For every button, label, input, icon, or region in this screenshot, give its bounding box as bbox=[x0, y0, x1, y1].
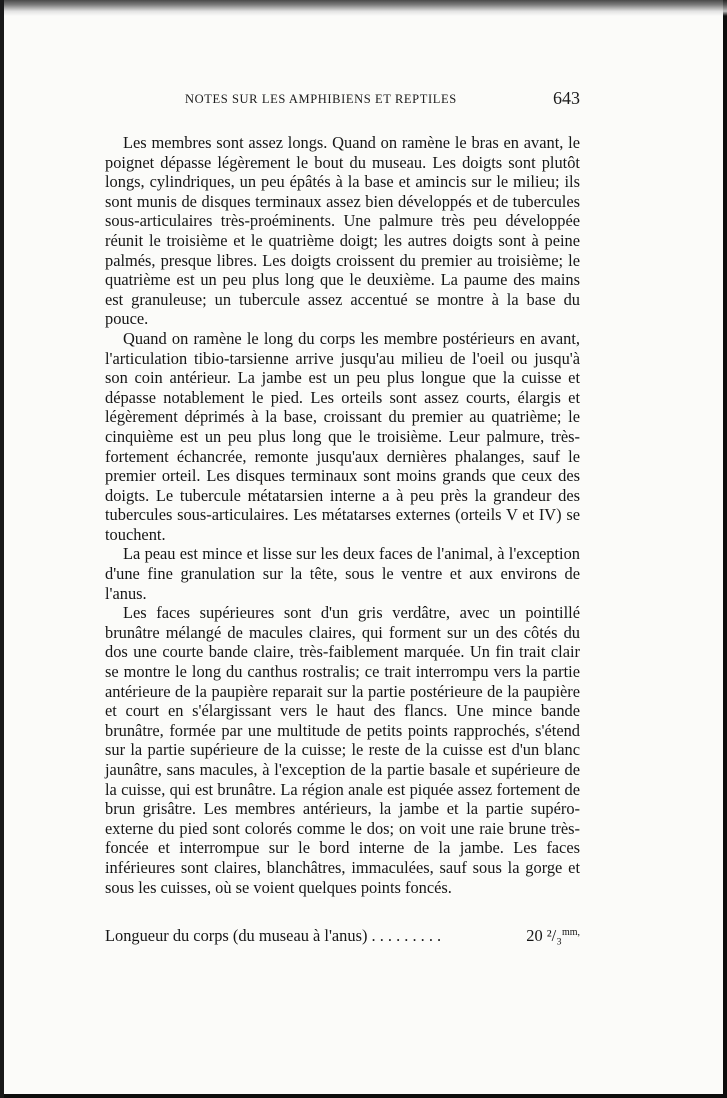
measurement-unit: mm, bbox=[561, 927, 580, 938]
measurement-value bbox=[526, 926, 580, 946]
paragraph-limbs: Les membres sont assez longs. Quand on ramène le bras en avant, le poignet dépasse légèrement le bout du museau. Les doigts sont plutôt longs, cylindriques, un peu épâtés à la base et amincis sur le milieu; ils sont munis de disques terminaux assez bien développés et de tubercules sous-articulaires très-proéminents. Une palmure très peu développée réunit le troisième et le quatrième doigt; les autres doigts sont à peine palmés, presque libres. Les doigts croissent du premier au troisième; le quatrième est un peu plus long que le deuxième. La paume des mains est granuleuse; un tubercule assez accentué se montre à la base du pouce. bbox=[105, 133, 580, 329]
page-number: 643 bbox=[553, 88, 580, 108]
paragraph-coloration: Les faces supérieures sont d'un gris verdâtre, avec un pointillé brunâtre mélangé de macules claires, qui forment sur un des côtés du dos une courte bande claire, très-faiblement marquée. Un fin trait clair se montre le long du canthus rostralis; ce trait interrompu vers la partie antérieure de la paupière reparait sur la partie postérieure de la paupière et court en s'élargissant vers le haut des flancs. Une mince bande brunâtre, formée par une multitude de petits points rapprochés, s'étend sur la partie supérieure de la cuisse; le reste de la cuisse est d'un blanc jaunâtre, sans macules, à l'exception de la partie basale et supérieure de la cuisse, qui est brunâtre. La région anale est piquée assez fortement de brun grisâtre. Les membres antérieurs, la jambe et la partie supéro-externe du pied sont colorés comme le dos; on voit une raie brune très-foncée et interrompue sur le bord interne de la jambe. Les faces inférieures sont claires, blanchâtres, immaculées, sauf sous la gorge et sous les cuisses, où se voient quelques points foncés. bbox=[105, 603, 580, 897]
paragraph-hind-limbs: Quand on ramène le long du corps les membre postérieurs en avant, l'articulation tibio-tarsienne arrive jusqu'au milieu de l'oeil ou jusqu'à son coin antérieur. La jambe est un peu plus longue que la cuisse et dépasse notablement le pied. Les orteils sont assez courts, élargis et légèrement déprimés à la base, croissant du premier au quatrième; le cinquième est un peu plus long que le troisième. Leur palmure, très-fortement échancrée, remonte jusqu'aux dernières phalanges, sauf le premier orteil. Les disques terminaux sont moins grands que ceux des doigts. Le tubercule métatarsien interne a à peu près la grandeur des tubercules sous-articulaires. Les métatarses externes (orteils V et IV) se touchent. bbox=[105, 328, 580, 544]
running-title: NOTES SUR LES AMPHIBIENS ET REPTILES bbox=[185, 92, 457, 106]
paragraph-skin: La peau est mince et lisse sur les deux faces de l'animal, à l'exception d'une fine granulation sur la tête, sous le ventre et aux environs de l'anus. bbox=[105, 544, 580, 603]
scan-left-edge bbox=[0, 0, 4, 1098]
measurement-number: 20 ²/₃ bbox=[526, 926, 562, 945]
running-head bbox=[105, 88, 580, 112]
scan-top-edge bbox=[0, 0, 727, 16]
body-text bbox=[105, 133, 580, 897]
measurement-label: Longueur du corps (du museau à l'anus) . . . . . . . . . bbox=[105, 926, 442, 945]
